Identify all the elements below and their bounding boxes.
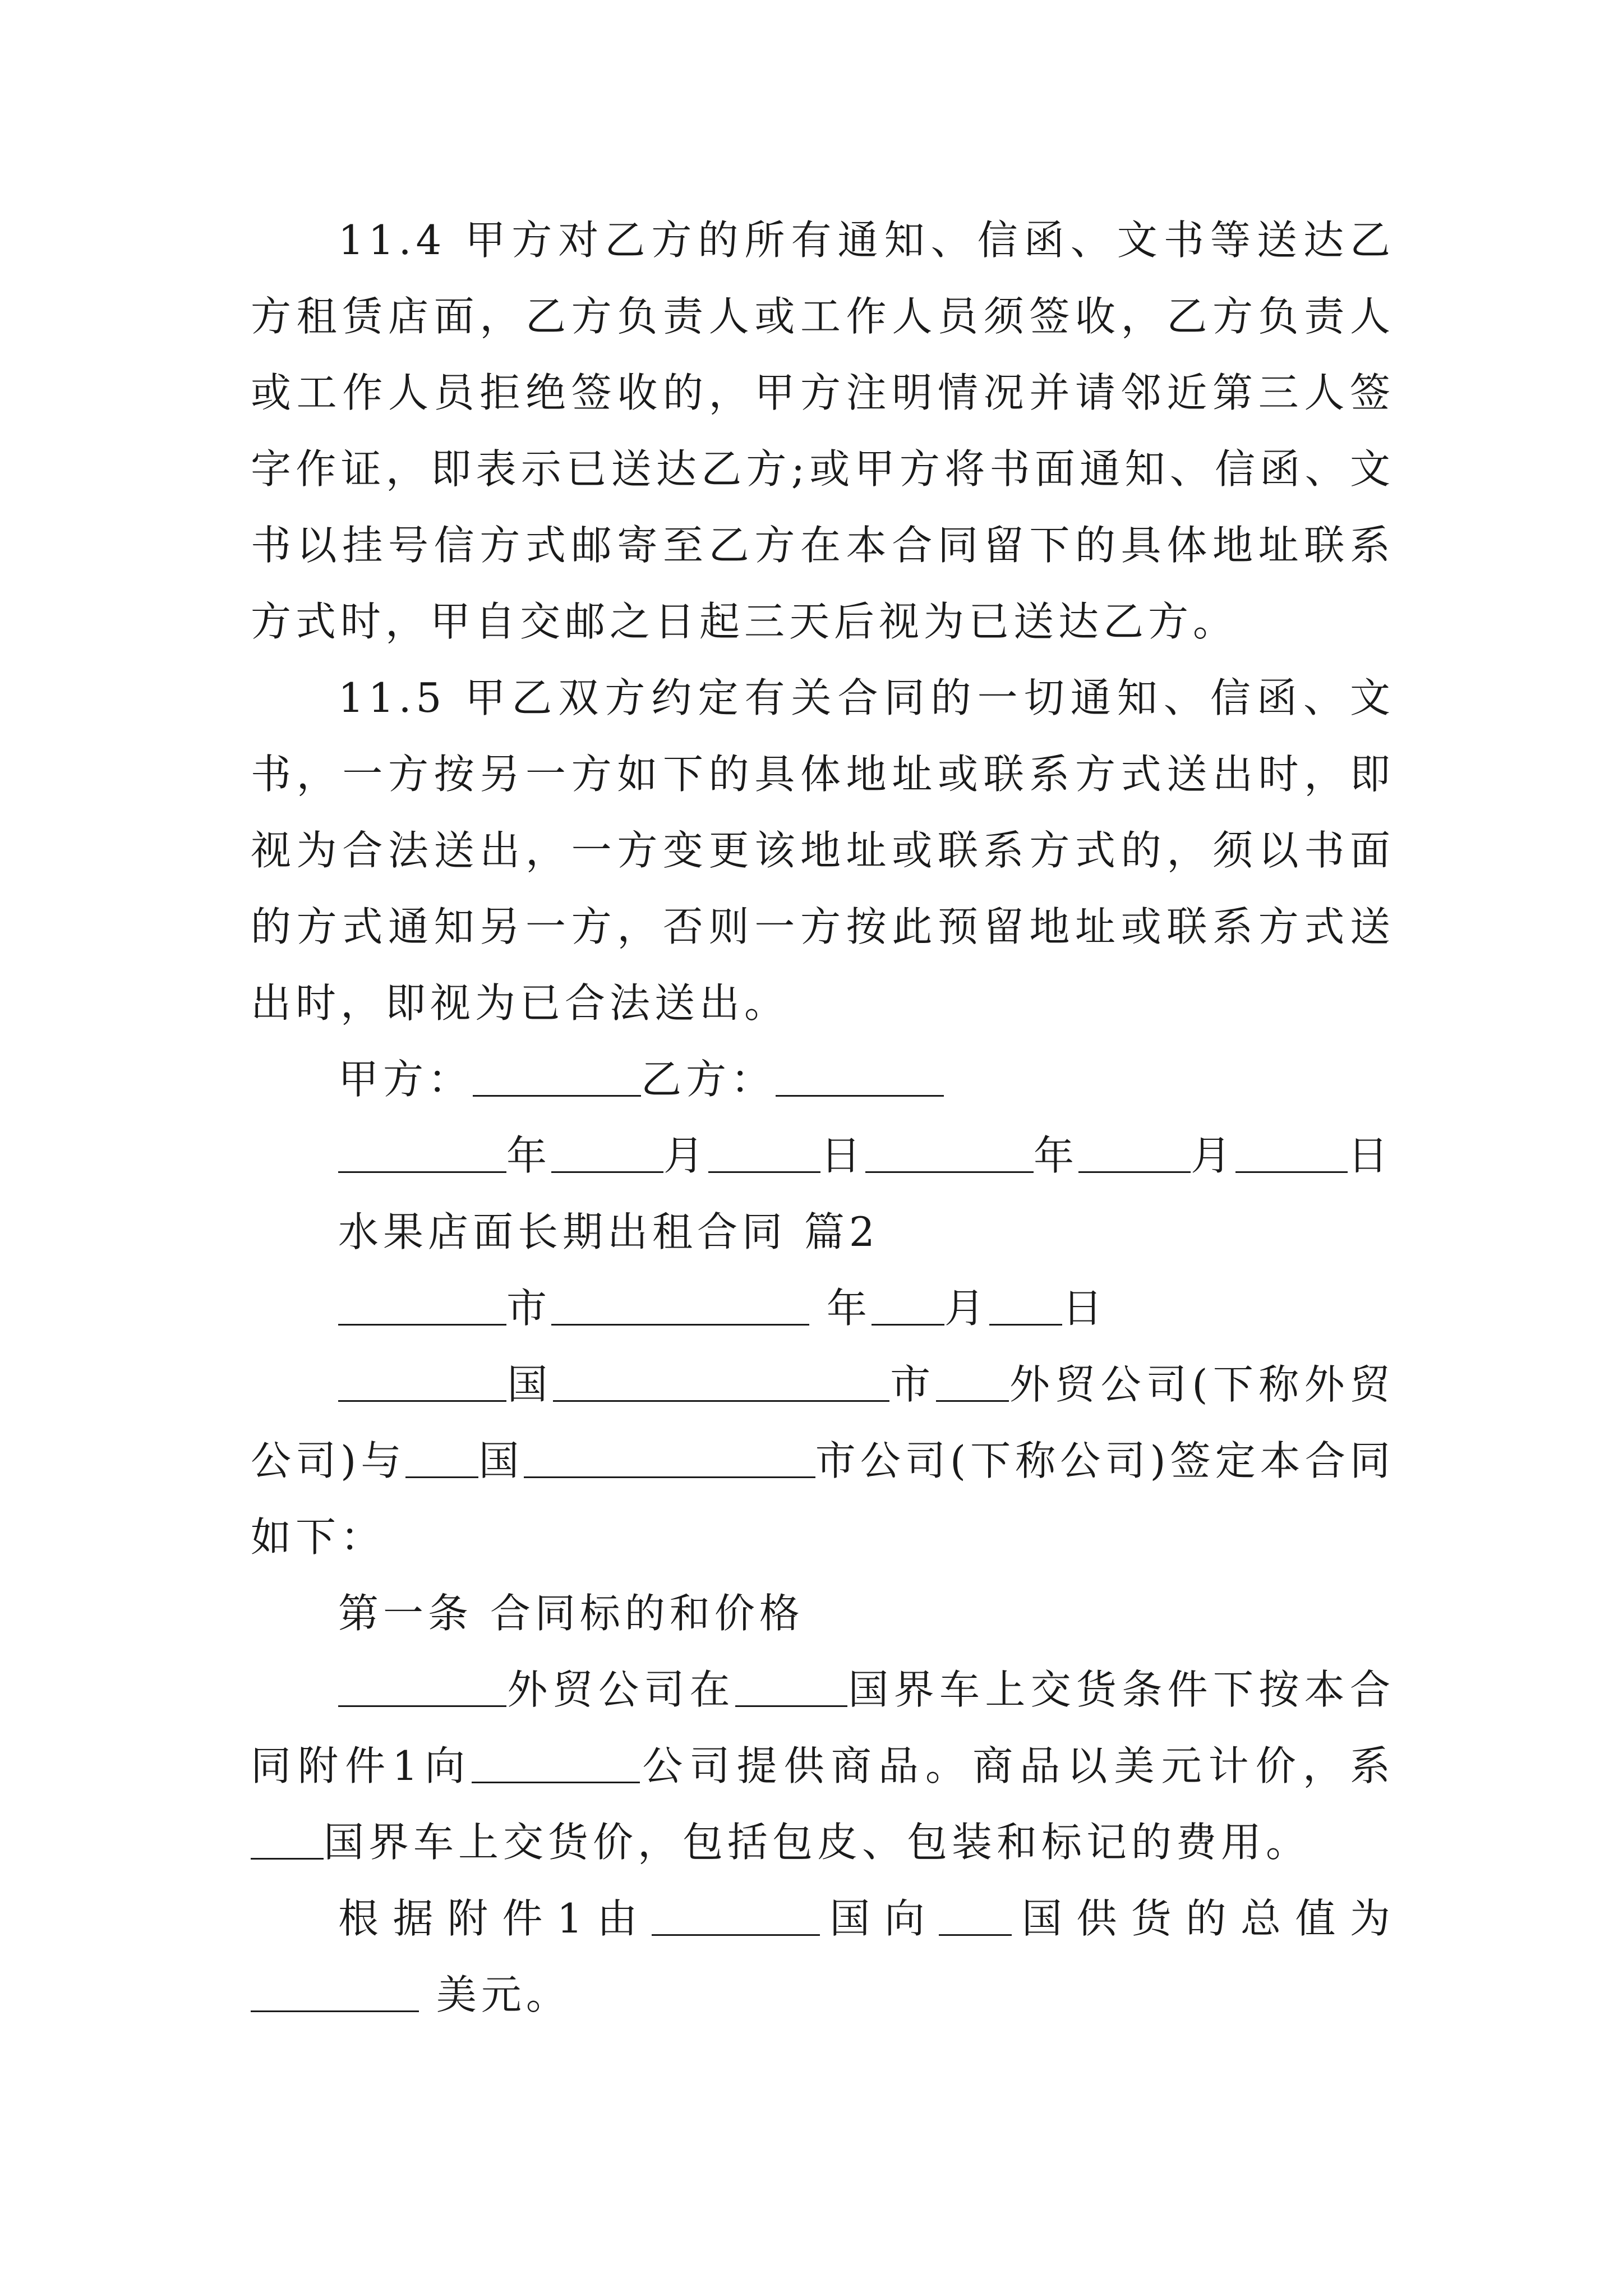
blank xyxy=(939,1895,1012,1936)
intro-text: 市公司(下称公司)签定本合同如下： xyxy=(251,1437,1395,1561)
month-label: 月 xyxy=(1191,1132,1236,1179)
total-text: 国向 xyxy=(819,1895,939,1942)
article-text: 国界车上交货价，包括包皮、包装和标记的费用。 xyxy=(324,1819,1311,1866)
blank xyxy=(551,1132,663,1173)
signature-parties-line xyxy=(251,1041,1395,1117)
year-label: 年 xyxy=(826,1285,872,1332)
city-label: 市 xyxy=(889,1361,936,1408)
blank xyxy=(872,1285,944,1326)
blank xyxy=(551,1285,809,1326)
blank xyxy=(553,1361,889,1402)
blank xyxy=(1078,1132,1191,1173)
article-1-title: 第一条 合同标的和价格 xyxy=(338,1590,804,1637)
party-a-blank xyxy=(473,1056,641,1097)
article-1-paragraph xyxy=(251,1651,1395,1880)
party-a-label: 甲方： xyxy=(338,1056,473,1103)
blank xyxy=(405,1437,478,1478)
clause-11-4: 11.4 甲方对乙方的所有通知、信函、文书等送达乙方租赁店面，乙方负责人或工作人员须签收，乙方负责人或工作人员拒绝签收的，甲方注明情况并请邻近第三人签字作证，即表示已送达乙方;或甲方将书面通知、信函、文书以挂号信方式邮寄至乙方在本合同留下的具体地址联系方式时，甲自交邮之日起三天后视为已送达乙方。 xyxy=(251,217,1395,645)
country-label: 国 xyxy=(506,1361,553,1408)
intro-paragraph xyxy=(251,1346,1395,1575)
blank xyxy=(338,1285,506,1326)
article-text: 公司提供商品。商品以美元计价，系 xyxy=(640,1742,1395,1789)
day-label: 日 xyxy=(820,1132,866,1179)
blank xyxy=(524,1437,815,1478)
document-content xyxy=(251,202,1395,2033)
blank xyxy=(652,1895,820,1936)
month-label: 月 xyxy=(663,1132,709,1179)
party-b-blank xyxy=(776,1056,944,1097)
blank xyxy=(472,1742,640,1783)
city-date-line xyxy=(251,1270,1395,1346)
blank xyxy=(251,1971,419,2012)
clause-11-5: 11.5 甲乙双方约定有关合同的一切通知、信函、文书，一方按另一方如下的具体地址或联系方式送出时，即视为合法送出，一方变更该地址或联系方式的，须以书面的方式通知另一方，否则一方按此预留地址或联系方式送出时，即视为已合法送出。 xyxy=(251,674,1395,1027)
blank xyxy=(338,1666,506,1707)
year-label: 年 xyxy=(1034,1132,1079,1179)
total-text: 根据附件1由 xyxy=(338,1895,652,1942)
blank xyxy=(708,1132,820,1173)
blank xyxy=(1235,1132,1348,1173)
section-heading: 水果店面长期出租合同 篇2 xyxy=(338,1208,879,1255)
intro-text: 外贸公司(下称外贸公司)与 xyxy=(251,1361,1395,1484)
signature-dates-line xyxy=(251,1117,1395,1194)
blank xyxy=(251,1819,324,1860)
total-value-paragraph xyxy=(251,1880,1395,2033)
article-text: 国界车上交货条件下按本合同附件1向 xyxy=(251,1666,1395,1789)
day-label: 日 xyxy=(1348,1132,1393,1179)
total-text: 国供货的总值为 xyxy=(1012,1895,1395,1942)
party-b-label: 乙方： xyxy=(641,1056,776,1103)
total-text: 美元。 xyxy=(436,1971,571,2018)
blank xyxy=(989,1285,1062,1326)
city-label: 市 xyxy=(506,1285,552,1332)
article-text: 外贸公司在 xyxy=(506,1666,735,1713)
blank xyxy=(936,1361,1009,1402)
blank xyxy=(338,1132,506,1173)
blank xyxy=(735,1666,847,1707)
country-label: 国 xyxy=(478,1437,524,1484)
blank xyxy=(865,1132,1034,1173)
day-label: 日 xyxy=(1062,1285,1107,1332)
year-label: 年 xyxy=(506,1132,552,1179)
blank xyxy=(338,1361,506,1402)
month-label: 月 xyxy=(944,1285,989,1332)
